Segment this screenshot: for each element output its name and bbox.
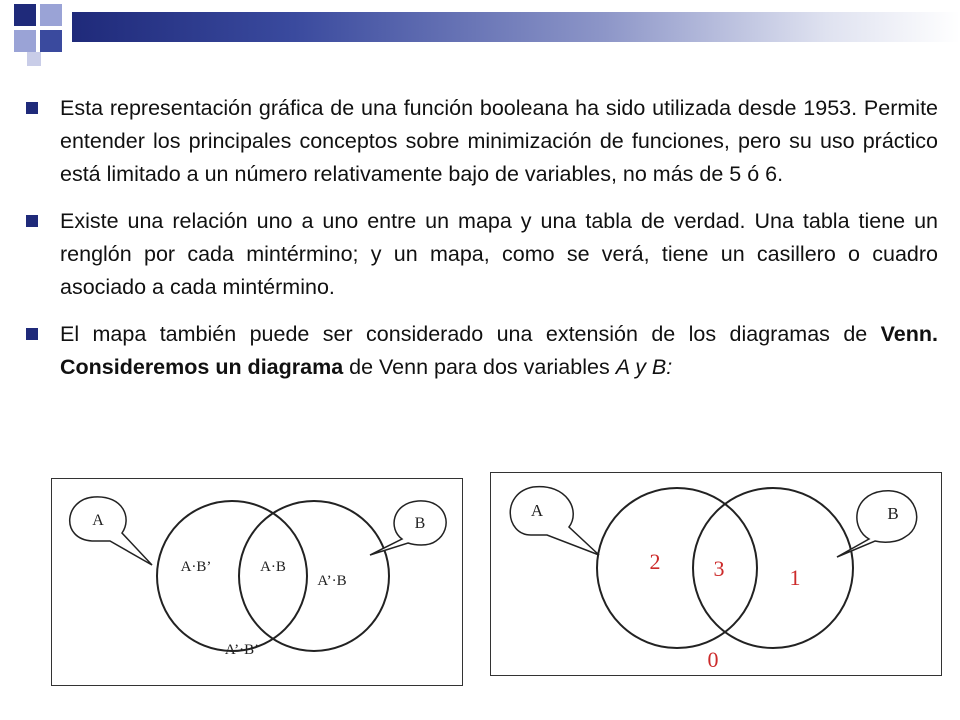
- callout-b-bubble: [837, 491, 917, 557]
- deco-square-faint: [27, 52, 41, 66]
- region-a-only-label: 2: [649, 549, 661, 574]
- bullet-square-icon: [26, 215, 38, 227]
- venn-left-svg: [52, 479, 462, 685]
- venn-diagram-left: [51, 478, 463, 686]
- region-outside-label: A’·B’: [224, 642, 260, 658]
- slide-body: [26, 92, 938, 398]
- deco-square-dark: [40, 30, 62, 52]
- deco-square-light: [14, 30, 36, 52]
- bullet-item: [26, 92, 938, 191]
- text-run: El mapa también puede ser considerado una extensión de los diagramas de: [60, 322, 881, 346]
- deco-square-light: [40, 4, 62, 26]
- bullet-text: Existe una relación uno a uno entre un mapa y una tabla de verdad. Una tabla tiene un renglón por cada mintérmino; y un mapa, como se verá, tiene un casillero o cuadro asociado a cada mintérmino.: [60, 209, 938, 299]
- bullet-text: [60, 318, 938, 384]
- circle-a: [597, 488, 757, 648]
- bullet-item: [26, 205, 938, 304]
- callout-a-label: A: [530, 501, 544, 520]
- callout-b-label: B: [887, 504, 899, 523]
- deco-square-dark: [14, 4, 36, 26]
- bullet-square-icon: [26, 102, 38, 114]
- callout-a-bubble: [70, 497, 152, 565]
- region-b-only-label: A’·B: [317, 573, 347, 589]
- callout-a-label: A: [92, 512, 104, 529]
- region-outside-label: 0: [707, 647, 719, 672]
- circle-a: [157, 501, 307, 651]
- bold-text-run: Venn.: [880, 322, 938, 346]
- callout-b-bubble: [370, 501, 446, 555]
- circle-b: [239, 501, 389, 651]
- region-both-label: A·B: [260, 559, 286, 575]
- region-both-label: 3: [713, 556, 725, 581]
- italic-text-run: A y B:: [615, 355, 673, 379]
- venn-diagram-right: [490, 472, 942, 676]
- bullet-item: [26, 318, 938, 384]
- region-a-only-label: A·B’: [180, 559, 212, 575]
- header-gradient-bar: [72, 12, 960, 42]
- region-b-only-label: 1: [789, 565, 801, 590]
- callout-b-label: B: [414, 515, 426, 532]
- callout-a-bubble: [510, 487, 599, 555]
- bullet-text: Esta representación gráfica de una función booleana ha sido utilizada desde 1953. Permite entender los principales conceptos sobre minimización de funciones, pero su uso práctico está limitado a un número relativamente bajo de variables, no más de 5 ó 6.: [60, 96, 938, 186]
- bullet-square-icon: [26, 328, 38, 340]
- venn-right-svg: [491, 473, 941, 675]
- text-run: de Venn para dos variables: [343, 355, 616, 379]
- bold-text-run: Consideremos un diagrama: [60, 355, 344, 379]
